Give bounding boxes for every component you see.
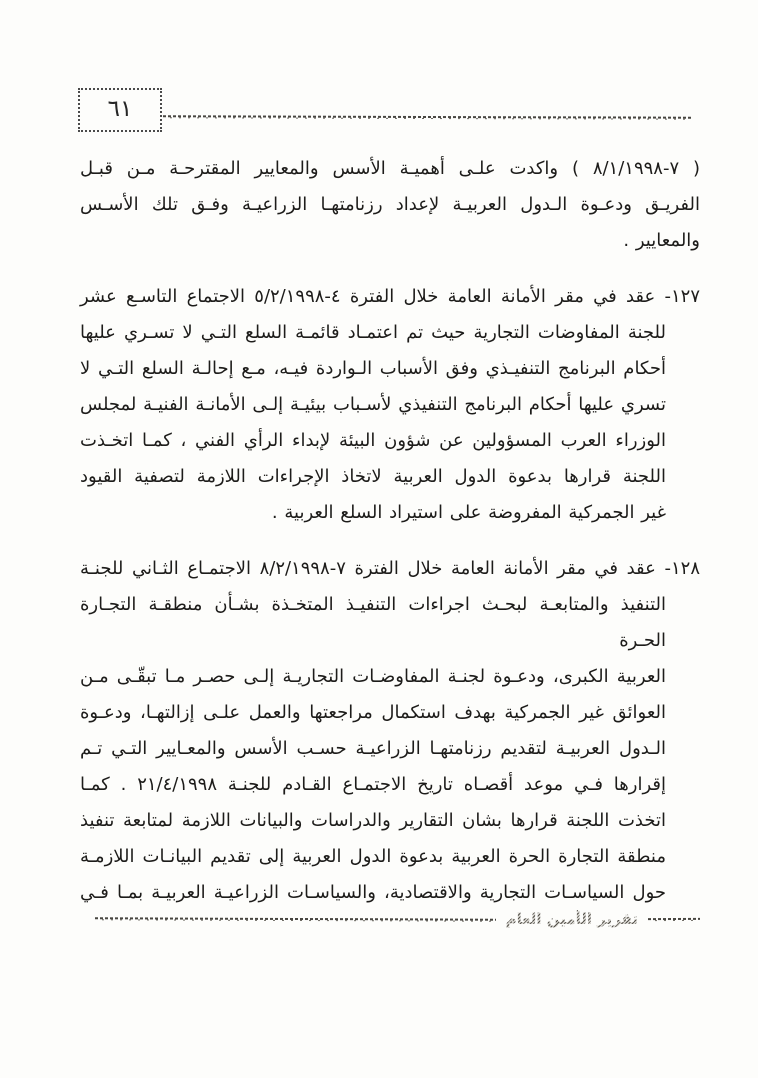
text-line: ١٢٨- عقد في مقر الأمانة العامة خلال الفترة ٧-٨/٢/١٩٩٨ الاجتمـاع الثـاني للجنـة (80, 558, 700, 579)
paragraph-127 (80, 279, 700, 531)
document-body (80, 151, 700, 931)
text-line: الـدول العربيـة لتقديم رزنامتهـا الزراعيـة حسـب الأسس والمعـايير التـي تـم (80, 738, 666, 759)
text-line: للجنة المفاوضات التجارية حيث تم اعتمـاد قائمـة السلع التـي لا تسـري عليها (80, 322, 666, 343)
footer-decorative-line-right (648, 917, 700, 920)
footer (95, 901, 700, 937)
page-number-box (78, 88, 162, 132)
header-decorative-line (163, 115, 691, 119)
text-line: إقرارها فـي موعد أقصـاه تاريخ الاجتمـاع القـادم للجنـة ٢١/٤/١٩٩٨ . كمـا (80, 774, 666, 795)
text-line: حول السياسـات التجارية والاقتصادية، والسياسـات الزراعيـة العربيـة بمـا فـي (80, 882, 666, 903)
text-line: ١٢٧- عقد في مقر الأمانة العامة خلال الفترة ٤-٥/٢/١٩٩٨ الاجتماع التاسـع عشر (80, 286, 701, 307)
footer-title: تقرير الأمين العام (505, 910, 638, 928)
text-line: غير الجمركية المفروضة على استيراد السلع العربية . (271, 502, 666, 523)
paragraph-128 (80, 551, 700, 911)
text-line: العربية الكبرى، ودعـوة لجنـة المفاوضـات التجاريـة إلـى حصـر مـا تبقّـى مـن (80, 666, 666, 687)
footer-decorative-line-left (95, 917, 496, 921)
text-line: تسري عليها أحكام البرنامج التنفيذي لأسـباب بيئيـة إلـى الأمانـة الفنيـة لمجلس (80, 394, 666, 415)
text-line: ( ٧-٨/١/١٩٩٨ ) واكدت علـى أهميـة الأسس والمعايير المقترحـة مـن قبـل (80, 158, 700, 179)
text-line: التنفيذ والمتابعـة لبحـث اجراءات التنفيـذ المتخـذة بشـأن منطقـة التجـارة الحـرة (80, 594, 666, 651)
text-line: اتخذت اللجنة قرارها بشان التقارير والدراسات والبيانات اللازمة لمتابعة تنفيذ (80, 810, 666, 831)
text-line: اللجنة قرارها بدعوة الدول العربية لاتخاذ الإجراءات اللازمة لتصفية القيود (80, 466, 666, 487)
page-number: ٦١ (107, 96, 133, 122)
paragraph-continuation (80, 151, 700, 259)
text-line: الوزراء العرب المسؤولين عن شؤون البيئة لإبداء الرأي الفني ، كمـا اتخـذت (80, 430, 666, 451)
text-line: العوائق غير الجمركية بهدف استكمال مراجعتها والعمل علـى إزالتهـا، ودعـوة (80, 702, 666, 723)
text-line: الفريـق ودعـوة الـدول العربيـة لإعداد رزنامتهـا الزراعيـة وفـق تلك الأسـس (80, 194, 700, 215)
text-line: والمعايير . (623, 230, 700, 251)
text-line: أحكام البرنامج التنفيـذي وفق الأسباب الـواردة فيـه، مـع إحالـة السلع التـي لا (80, 358, 666, 379)
text-line: منطقة التجارة الحرة العربية بدعوة الدول العربية إلى تقديم البيانـات اللازمـة (80, 846, 666, 867)
